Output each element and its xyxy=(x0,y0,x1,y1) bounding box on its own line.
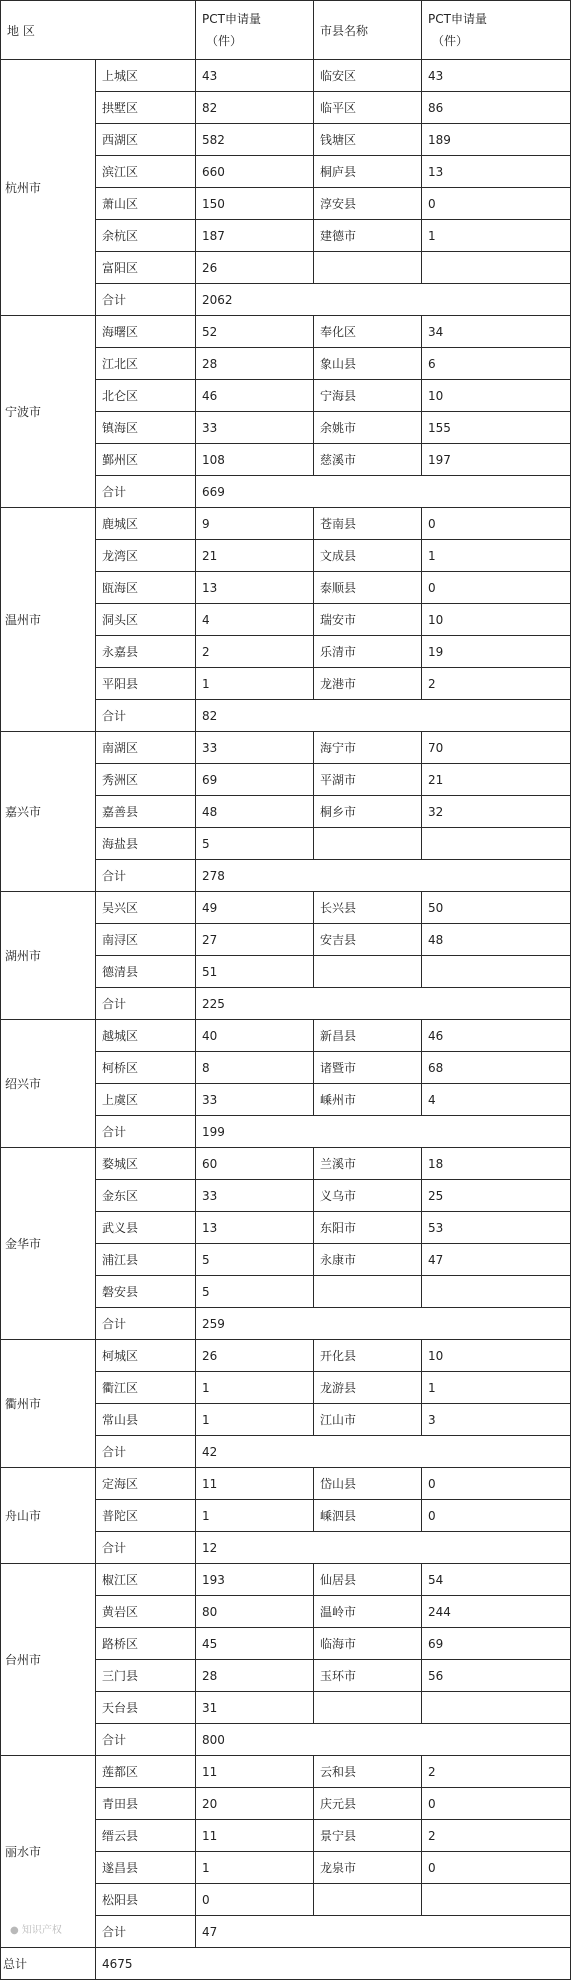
county-name-cell xyxy=(314,1276,422,1308)
county-name-cell xyxy=(314,252,422,284)
district-pct-count-cell: 33 xyxy=(196,1180,314,1212)
district-name-cell: 路桥区 xyxy=(96,1628,196,1660)
district-pct-count-cell: 5 xyxy=(196,1276,314,1308)
county-pct-count-cell: 18 xyxy=(422,1148,571,1180)
district-name-cell: 洞头区 xyxy=(96,604,196,636)
district-pct-count-cell: 46 xyxy=(196,380,314,412)
district-pct-count-cell: 11 xyxy=(196,1468,314,1500)
county-name-cell: 安吉县 xyxy=(314,924,422,956)
county-name-cell: 景宁县 xyxy=(314,1820,422,1852)
district-pct-count-cell: 60 xyxy=(196,1148,314,1180)
subtotal-label-cell: 合计 xyxy=(96,476,196,508)
district-name-cell: 余杭区 xyxy=(96,220,196,252)
city-name-cell: 杭州市 xyxy=(1,60,96,316)
county-pct-count-cell: 10 xyxy=(422,1340,571,1372)
county-name-cell: 桐庐县 xyxy=(314,156,422,188)
subtotal-label-cell: 合计 xyxy=(96,1436,196,1468)
district-name-cell: 鄞州区 xyxy=(96,444,196,476)
pct-count-header-line1: PCT申请量 xyxy=(202,12,261,26)
city-name-cell: 台州市 xyxy=(1,1564,96,1756)
county-name-cell: 奉化区 xyxy=(314,316,422,348)
county-pct-count-cell: 19 xyxy=(422,636,571,668)
region-header xyxy=(1,1,196,60)
county-pct-count-cell: 0 xyxy=(422,188,571,220)
county-pct-count-cell: 2 xyxy=(422,668,571,700)
county-name-cell: 龙泉市 xyxy=(314,1852,422,1884)
table-row xyxy=(1,1756,571,1788)
subtotal-value-cell: 47 xyxy=(196,1916,571,1948)
district-name-cell: 海曙区 xyxy=(96,316,196,348)
district-pct-count-cell: 26 xyxy=(196,252,314,284)
county-pct-count-cell: 70 xyxy=(422,732,571,764)
district-pct-count-cell: 11 xyxy=(196,1820,314,1852)
county-pct-count-cell: 0 xyxy=(422,1468,571,1500)
district-pct-count-cell: 31 xyxy=(196,1692,314,1724)
table-row xyxy=(1,60,571,92)
district-pct-count-cell: 8 xyxy=(196,1052,314,1084)
county-name-cell: 开化县 xyxy=(314,1340,422,1372)
county-name-cell: 江山市 xyxy=(314,1404,422,1436)
district-name-cell: 定海区 xyxy=(96,1468,196,1500)
district-name-cell: 磐安县 xyxy=(96,1276,196,1308)
district-pct-count-cell: 48 xyxy=(196,796,314,828)
county-pct-count-cell: 0 xyxy=(422,572,571,604)
county-name-cell: 兰溪市 xyxy=(314,1148,422,1180)
district-pct-count-cell: 2 xyxy=(196,636,314,668)
county-pct-count-cell: 1 xyxy=(422,1372,571,1404)
county-pct-count-cell: 56 xyxy=(422,1660,571,1692)
county-name-cell: 建德市 xyxy=(314,220,422,252)
county-name-cell xyxy=(314,1884,422,1916)
grand-total-row xyxy=(1,1948,571,1980)
city-name-cell: 金华市 xyxy=(1,1148,96,1340)
table-row xyxy=(1,316,571,348)
county-name-header xyxy=(314,1,422,60)
county-pct-count-cell: 50 xyxy=(422,892,571,924)
district-pct-count-cell: 1 xyxy=(196,1372,314,1404)
district-name-cell: 南浔区 xyxy=(96,924,196,956)
county-pct-count-cell: 4 xyxy=(422,1084,571,1116)
district-pct-count-cell: 51 xyxy=(196,956,314,988)
pct-count-header-2-line1: PCT申请量 xyxy=(428,12,487,26)
district-pct-count-cell: 52 xyxy=(196,316,314,348)
county-pct-count-cell: 48 xyxy=(422,924,571,956)
subtotal-label-cell: 合计 xyxy=(96,1116,196,1148)
county-name-cell: 东阳市 xyxy=(314,1212,422,1244)
county-name-cell xyxy=(314,828,422,860)
county-name-cell: 苍南县 xyxy=(314,508,422,540)
subtotal-value-cell: 800 xyxy=(196,1724,571,1756)
subtotal-label-cell: 合计 xyxy=(96,1916,196,1948)
county-name-cell: 永康市 xyxy=(314,1244,422,1276)
district-pct-count-cell: 49 xyxy=(196,892,314,924)
county-pct-count-cell: 0 xyxy=(422,1852,571,1884)
county-pct-count-cell: 2 xyxy=(422,1756,571,1788)
district-name-cell: 衢江区 xyxy=(96,1372,196,1404)
county-pct-count-cell: 46 xyxy=(422,1020,571,1052)
county-name-cell: 义乌市 xyxy=(314,1180,422,1212)
district-name-cell: 金东区 xyxy=(96,1180,196,1212)
district-pct-count-cell: 5 xyxy=(196,1244,314,1276)
district-pct-count-cell: 187 xyxy=(196,220,314,252)
county-name-cell: 象山县 xyxy=(314,348,422,380)
district-name-cell: 遂昌县 xyxy=(96,1852,196,1884)
county-pct-count-cell: 155 xyxy=(422,412,571,444)
table-row xyxy=(1,1564,571,1596)
district-pct-count-cell: 1 xyxy=(196,1500,314,1532)
district-name-cell: 莲都区 xyxy=(96,1756,196,1788)
county-name-cell: 平湖市 xyxy=(314,764,422,796)
subtotal-label-cell: 合计 xyxy=(96,1532,196,1564)
district-name-cell: 松阳县 xyxy=(96,1884,196,1916)
region-header-label: 地 区 xyxy=(7,23,35,38)
county-pct-count-cell: 54 xyxy=(422,1564,571,1596)
district-name-cell: 柯桥区 xyxy=(96,1052,196,1084)
city-name-cell: 湖州市 xyxy=(1,892,96,1020)
subtotal-value-cell: 2062 xyxy=(196,284,571,316)
district-name-cell: 上城区 xyxy=(96,60,196,92)
district-name-cell: 黄岩区 xyxy=(96,1596,196,1628)
table-row xyxy=(1,732,571,764)
district-pct-count-cell: 660 xyxy=(196,156,314,188)
county-name-cell: 泰顺县 xyxy=(314,572,422,604)
district-name-cell: 萧山区 xyxy=(96,188,196,220)
district-name-cell: 永嘉县 xyxy=(96,636,196,668)
city-name-cell: 温州市 xyxy=(1,508,96,732)
district-pct-count-cell: 69 xyxy=(196,764,314,796)
district-name-cell: 武义县 xyxy=(96,1212,196,1244)
subtotal-value-cell: 82 xyxy=(196,700,571,732)
district-name-cell: 椒江区 xyxy=(96,1564,196,1596)
county-pct-count-cell: 3 xyxy=(422,1404,571,1436)
county-pct-count-cell: 13 xyxy=(422,156,571,188)
county-name-cell: 临平区 xyxy=(314,92,422,124)
county-pct-count-cell xyxy=(422,956,571,988)
county-name-cell: 慈溪市 xyxy=(314,444,422,476)
county-name-cell xyxy=(314,956,422,988)
county-name-cell: 海宁市 xyxy=(314,732,422,764)
subtotal-value-cell: 225 xyxy=(196,988,571,1020)
district-pct-count-cell: 13 xyxy=(196,572,314,604)
district-pct-count-cell: 43 xyxy=(196,60,314,92)
county-pct-count-cell: 21 xyxy=(422,764,571,796)
district-name-cell: 越城区 xyxy=(96,1020,196,1052)
county-name-cell: 桐乡市 xyxy=(314,796,422,828)
district-pct-count-cell: 28 xyxy=(196,348,314,380)
subtotal-value-cell: 42 xyxy=(196,1436,571,1468)
subtotal-label-cell: 合计 xyxy=(96,284,196,316)
district-pct-count-cell: 21 xyxy=(196,540,314,572)
county-name-cell xyxy=(314,1692,422,1724)
district-name-cell: 富阳区 xyxy=(96,252,196,284)
county-pct-count-cell: 47 xyxy=(422,1244,571,1276)
district-pct-count-cell: 40 xyxy=(196,1020,314,1052)
county-name-cell: 临海市 xyxy=(314,1628,422,1660)
district-pct-count-cell: 80 xyxy=(196,1596,314,1628)
district-pct-count-cell: 1 xyxy=(196,1404,314,1436)
county-pct-count-cell: 43 xyxy=(422,60,571,92)
district-name-cell: 西湖区 xyxy=(96,124,196,156)
district-pct-count-cell: 193 xyxy=(196,1564,314,1596)
district-name-cell: 德清县 xyxy=(96,956,196,988)
city-name-cell: 衢州市 xyxy=(1,1340,96,1468)
district-name-cell: 瓯海区 xyxy=(96,572,196,604)
subtotal-value-cell: 259 xyxy=(196,1308,571,1340)
district-name-cell: 拱墅区 xyxy=(96,92,196,124)
pct-count-header-line2: （件） xyxy=(206,34,243,48)
table-row xyxy=(1,1020,571,1052)
county-pct-count-cell: 6 xyxy=(422,348,571,380)
county-pct-count-cell: 32 xyxy=(422,796,571,828)
district-name-cell: 嘉善县 xyxy=(96,796,196,828)
county-pct-count-cell xyxy=(422,1692,571,1724)
county-name-cell: 文成县 xyxy=(314,540,422,572)
city-name-cell: 丽水市 xyxy=(1,1756,96,1948)
county-name-cell: 诸暨市 xyxy=(314,1052,422,1084)
subtotal-label-cell: 合计 xyxy=(96,988,196,1020)
district-name-cell: 上虞区 xyxy=(96,1084,196,1116)
district-pct-count-cell: 26 xyxy=(196,1340,314,1372)
county-name-header-label: 市县名称 xyxy=(320,23,369,38)
county-pct-count-cell: 53 xyxy=(422,1212,571,1244)
subtotal-label-cell: 合计 xyxy=(96,1724,196,1756)
district-name-cell: 吴兴区 xyxy=(96,892,196,924)
district-name-cell: 常山县 xyxy=(96,1404,196,1436)
watermark-logo: ● 知识产权 xyxy=(10,1925,62,1936)
county-pct-count-cell: 197 xyxy=(422,444,571,476)
district-pct-count-cell: 1 xyxy=(196,668,314,700)
district-pct-count-cell: 33 xyxy=(196,1084,314,1116)
table-body xyxy=(1,60,571,1980)
county-name-cell: 嵊泗县 xyxy=(314,1500,422,1532)
table-row xyxy=(1,1148,571,1180)
county-name-cell: 龙游县 xyxy=(314,1372,422,1404)
district-name-cell: 柯城区 xyxy=(96,1340,196,1372)
district-name-cell: 鹿城区 xyxy=(96,508,196,540)
county-name-cell: 余姚市 xyxy=(314,412,422,444)
county-name-cell: 庆元县 xyxy=(314,1788,422,1820)
county-pct-count-cell xyxy=(422,252,571,284)
county-name-cell: 临安区 xyxy=(314,60,422,92)
county-name-cell: 仙居县 xyxy=(314,1564,422,1596)
county-pct-count-cell xyxy=(422,828,571,860)
city-name-cell: 宁波市 xyxy=(1,316,96,508)
city-name-cell: 绍兴市 xyxy=(1,1020,96,1148)
district-pct-count-cell: 582 xyxy=(196,124,314,156)
county-pct-count-cell: 69 xyxy=(422,1628,571,1660)
county-pct-count-cell: 0 xyxy=(422,1788,571,1820)
county-name-cell: 新昌县 xyxy=(314,1020,422,1052)
subtotal-label-cell: 合计 xyxy=(96,860,196,892)
county-pct-count-cell: 10 xyxy=(422,380,571,412)
district-name-cell: 南湖区 xyxy=(96,732,196,764)
table-row xyxy=(1,1340,571,1372)
subtotal-value-cell: 669 xyxy=(196,476,571,508)
county-pct-count-cell xyxy=(422,1276,571,1308)
county-pct-count-cell: 0 xyxy=(422,508,571,540)
district-pct-count-cell: 108 xyxy=(196,444,314,476)
county-pct-count-cell: 189 xyxy=(422,124,571,156)
district-name-cell: 天台县 xyxy=(96,1692,196,1724)
district-pct-count-cell: 150 xyxy=(196,188,314,220)
district-pct-count-cell: 27 xyxy=(196,924,314,956)
subtotal-label-cell: 合计 xyxy=(96,1308,196,1340)
county-pct-count-cell xyxy=(422,1884,571,1916)
district-name-cell: 普陀区 xyxy=(96,1500,196,1532)
district-name-cell: 婺城区 xyxy=(96,1148,196,1180)
district-name-cell: 平阳县 xyxy=(96,668,196,700)
subtotal-value-cell: 199 xyxy=(196,1116,571,1148)
district-name-cell: 海盐县 xyxy=(96,828,196,860)
county-name-cell: 钱塘区 xyxy=(314,124,422,156)
county-name-cell: 宁海县 xyxy=(314,380,422,412)
city-name-cell: 舟山市 xyxy=(1,1468,96,1564)
district-pct-count-cell: 1 xyxy=(196,1852,314,1884)
pct-count-header-2-line2: （件） xyxy=(432,34,469,48)
district-name-cell: 缙云县 xyxy=(96,1820,196,1852)
county-pct-count-cell: 25 xyxy=(422,1180,571,1212)
county-pct-count-cell: 10 xyxy=(422,604,571,636)
county-name-cell: 长兴县 xyxy=(314,892,422,924)
county-name-cell: 淳安县 xyxy=(314,188,422,220)
district-pct-count-cell: 82 xyxy=(196,92,314,124)
district-name-cell: 北仑区 xyxy=(96,380,196,412)
subtotal-label-cell: 合计 xyxy=(96,700,196,732)
district-pct-count-cell: 0 xyxy=(196,1884,314,1916)
district-pct-count-cell: 45 xyxy=(196,1628,314,1660)
table-row xyxy=(1,1468,571,1500)
grand-total-value-cell: 4675 xyxy=(96,1948,571,1980)
county-pct-count-cell: 1 xyxy=(422,220,571,252)
district-pct-count-cell: 5 xyxy=(196,828,314,860)
pct-count-header xyxy=(196,1,314,60)
county-name-cell: 温岭市 xyxy=(314,1596,422,1628)
table-row xyxy=(1,508,571,540)
district-name-cell: 龙湾区 xyxy=(96,540,196,572)
pct-count-header-2 xyxy=(422,1,571,60)
district-pct-count-cell: 13 xyxy=(196,1212,314,1244)
county-pct-count-cell: 68 xyxy=(422,1052,571,1084)
grand-total-label-cell: 总计 xyxy=(1,1948,96,1980)
county-pct-count-cell: 86 xyxy=(422,92,571,124)
district-name-cell: 秀洲区 xyxy=(96,764,196,796)
county-name-cell: 乐清市 xyxy=(314,636,422,668)
district-pct-count-cell: 28 xyxy=(196,1660,314,1692)
table-header-row xyxy=(1,1,571,60)
district-name-cell: 三门县 xyxy=(96,1660,196,1692)
county-name-cell: 龙港市 xyxy=(314,668,422,700)
district-pct-count-cell: 11 xyxy=(196,1756,314,1788)
county-name-cell: 瑞安市 xyxy=(314,604,422,636)
district-name-cell: 滨江区 xyxy=(96,156,196,188)
district-name-cell: 镇海区 xyxy=(96,412,196,444)
district-pct-count-cell: 33 xyxy=(196,732,314,764)
county-pct-count-cell: 244 xyxy=(422,1596,571,1628)
county-pct-count-cell: 34 xyxy=(422,316,571,348)
county-pct-count-cell: 0 xyxy=(422,1500,571,1532)
district-pct-count-cell: 9 xyxy=(196,508,314,540)
city-name-cell: 嘉兴市 xyxy=(1,732,96,892)
district-name-cell: 浦江县 xyxy=(96,1244,196,1276)
county-name-cell: 玉环市 xyxy=(314,1660,422,1692)
district-name-cell: 江北区 xyxy=(96,348,196,380)
county-name-cell: 岱山县 xyxy=(314,1468,422,1500)
county-name-cell: 嵊州市 xyxy=(314,1084,422,1116)
district-pct-count-cell: 4 xyxy=(196,604,314,636)
subtotal-value-cell: 278 xyxy=(196,860,571,892)
district-pct-count-cell: 33 xyxy=(196,412,314,444)
county-name-cell: 云和县 xyxy=(314,1756,422,1788)
district-pct-count-cell: 20 xyxy=(196,1788,314,1820)
county-pct-count-cell: 2 xyxy=(422,1820,571,1852)
table-row xyxy=(1,892,571,924)
county-pct-count-cell: 1 xyxy=(422,540,571,572)
subtotal-value-cell: 12 xyxy=(196,1532,571,1564)
district-name-cell: 青田县 xyxy=(96,1788,196,1820)
